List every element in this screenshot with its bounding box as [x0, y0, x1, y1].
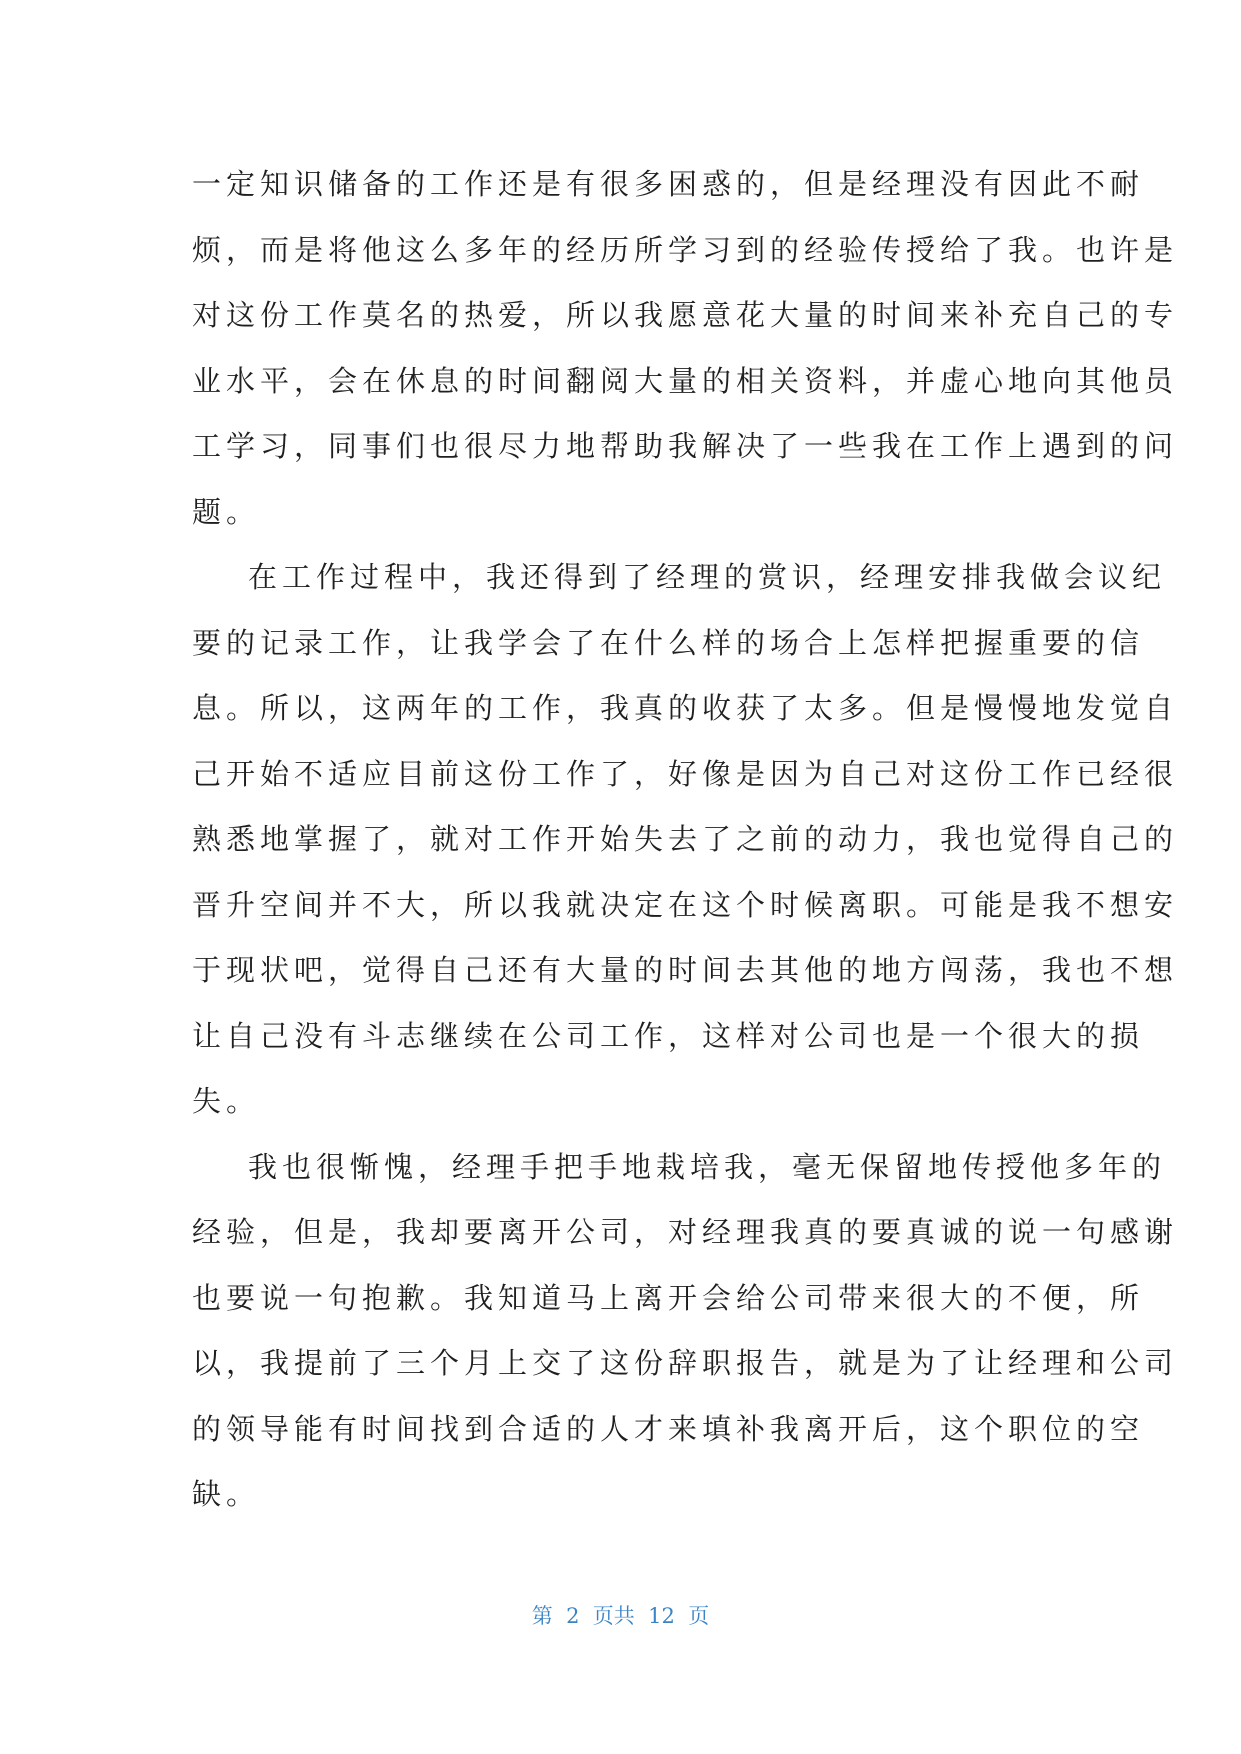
- text-line: 以，我提前了三个月上交了这份辞职报告，就是为了让经理和公司: [192, 1346, 1179, 1380]
- text-line: 业水平，会在休息的时间翻阅大量的相关资料，并虚心地向其他员: [192, 363, 1179, 398]
- text-line: 熟悉地掌握了，就对工作开始失去了之前的动力，我也觉得自己的: [192, 822, 1179, 856]
- text-line: 在工作过程中，我还得到了经理的赏识，经理安排我做会议纪: [248, 560, 1167, 594]
- text-line: 己开始不适应目前这份工作了，好像是因为自己对这份工作已经很: [192, 756, 1179, 791]
- text-line: 失。: [192, 1084, 261, 1118]
- text-line: 经验，但是，我却要离开公司，对经理我真的要真诚的说一句感谢: [192, 1215, 1179, 1249]
- text-line: 对这份工作莫名的热爱，所以我愿意花大量的时间来补充自己的专: [192, 298, 1179, 332]
- page-number-footer: 第 2 页共 12 页: [531, 1604, 710, 1628]
- text-line: 一定知识储备的工作还是有很多困惑的，但是经理没有因此不耐: [192, 167, 1145, 201]
- text-line: 工学习，同事们也很尽力地帮助我解决了一些我在工作上遇到的问: [192, 429, 1179, 463]
- text-line: 的领导能有时间找到合适的人才来填补我离开后，这个职位的空: [192, 1411, 1145, 1446]
- text-line: 缺。: [192, 1477, 261, 1511]
- text-line: 息。所以，这两年的工作，我真的收获了太多。但是慢慢地发觉自: [192, 691, 1179, 725]
- text-line: 我也很惭愧，经理手把手地栽培我，毫无保留地传授他多年的: [248, 1149, 1167, 1184]
- text-line: 也要说一句抱歉。我知道马上离开会给公司带来很大的不便，所: [192, 1280, 1145, 1315]
- text-line: 晋升空间并不大，所以我就决定在这个时候离职。可能是我不想安: [192, 887, 1179, 922]
- text-line: 题。: [192, 494, 261, 529]
- text-line: 于现状吧，觉得自己还有大量的时间去其他的地方闯荡，我也不想: [192, 953, 1179, 987]
- text-line: 烦，而是将他这么多年的经历所学习到的经验传授给了我。也许是: [192, 232, 1179, 267]
- text-line: 要的记录工作，让我学会了在什么样的场合上怎样把握重要的信: [192, 625, 1145, 660]
- text-line: 让自己没有斗志继续在公司工作，这样对公司也是一个很大的损: [192, 1018, 1145, 1053]
- document-body: [192, 152, 1179, 1528]
